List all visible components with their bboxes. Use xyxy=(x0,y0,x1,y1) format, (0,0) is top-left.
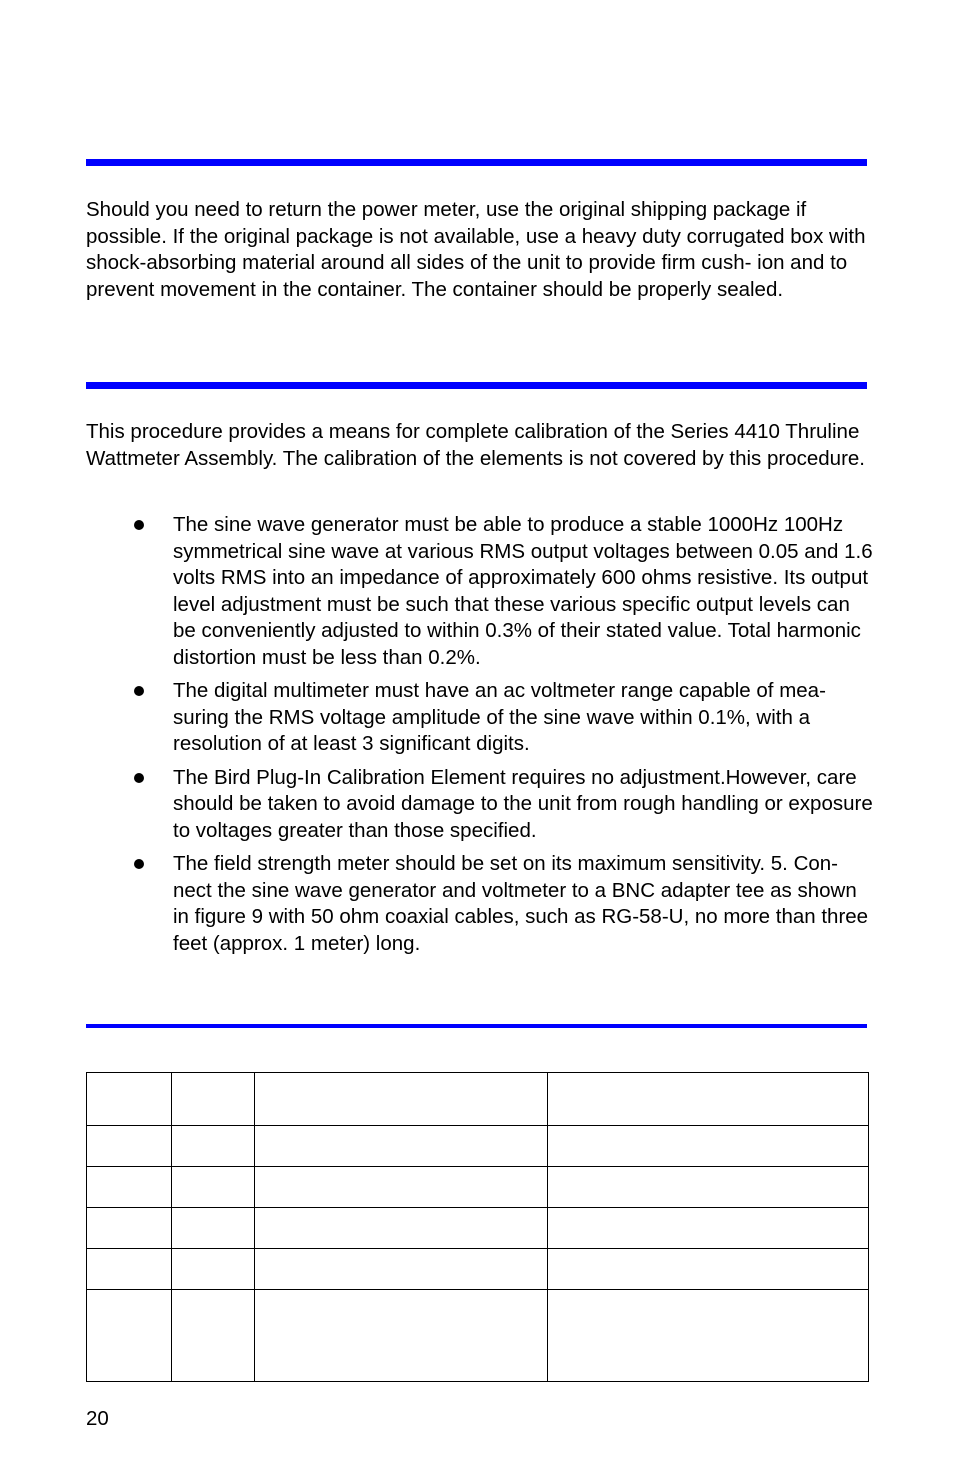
table-row xyxy=(87,1290,869,1382)
list-item-text: The Bird Plug-In Calibration Element requires no adjustment.However, care should be taken to avoid damage to the unit from rough handling or exposure to voltages greater than those specified. xyxy=(173,765,873,842)
bullet-icon xyxy=(134,859,144,869)
table-cell xyxy=(87,1126,172,1167)
table-cell xyxy=(255,1249,548,1290)
section-divider-1 xyxy=(86,159,867,166)
table-row xyxy=(87,1249,869,1290)
list-item-text: The digital multimeter must have an ac voltmeter range capable of mea- suring the RMS voltage amplitude of the sine wave within 0.1%, with a resolution of at least 3 significant digits. xyxy=(173,679,826,755)
calibration-intro-paragraph: This procedure provides a means for complete calibration of the Series 4410 Thruline Wattmeter Assembly. The calibration of the elements is not covered by this procedure. xyxy=(86,420,865,470)
list-item xyxy=(128,678,873,758)
table-cell xyxy=(172,1249,255,1290)
table-cell xyxy=(548,1208,869,1249)
page-number: 20 xyxy=(86,1407,109,1430)
list-item xyxy=(128,512,873,671)
list-item-text: The field strength meter should be set on its maximum sensitivity. 5. Con- nect the sine wave generator and voltmeter to a BNC adapter tee as shown in figure 9 with 50 ohm coaxial cables, such as RG-58-U, no more than three feet (approx. 1 meter) long. xyxy=(173,852,869,955)
table-cell xyxy=(548,1290,869,1382)
table-cell xyxy=(172,1167,255,1208)
table-cell xyxy=(255,1290,548,1382)
list-item xyxy=(128,851,873,957)
table-cell xyxy=(172,1073,255,1126)
equipment-requirements-list xyxy=(128,512,873,964)
table-cell xyxy=(87,1290,172,1382)
table-row xyxy=(87,1208,869,1249)
section-divider-2 xyxy=(86,382,867,389)
bullet-icon xyxy=(134,520,144,530)
table-cell xyxy=(87,1167,172,1208)
shipping-paragraph: Should you need to return the power meter, use the original shipping package if possible. If the original package is not available, use a heavy duty corrugated box with shock-absorbing material around all sides of the unit to provide firm cush- ion and to prevent movement in the container. The container should be properly sealed. xyxy=(86,198,866,301)
section-divider-3 xyxy=(86,1024,867,1028)
table-cell xyxy=(548,1167,869,1208)
bullet-icon xyxy=(134,773,144,783)
table-cell xyxy=(172,1126,255,1167)
table-row xyxy=(87,1126,869,1167)
table-cell xyxy=(548,1126,869,1167)
table-cell xyxy=(548,1249,869,1290)
bullet-icon xyxy=(134,686,144,696)
table-cell xyxy=(87,1208,172,1249)
table-cell xyxy=(87,1249,172,1290)
table-cell xyxy=(255,1126,548,1167)
calibration-table xyxy=(86,1072,869,1382)
table-cell xyxy=(255,1208,548,1249)
list-item-text: The sine wave generator must be able to produce a stable 1000Hz 100Hz symmetrical sine wave at various RMS output voltages between 0.05 and 1.6 volts RMS into an impedance of approximately 600 ohms resistive. Its output level adjustment must be such that these various specific output levels can be conveniently adjusted to within 0.3% of their stated value. Total harmonic distortion must be less than 0.2%. xyxy=(173,513,873,669)
table-cell xyxy=(255,1167,548,1208)
table-cell xyxy=(172,1208,255,1249)
table-row xyxy=(87,1167,869,1208)
table-cell xyxy=(255,1073,548,1126)
table-cell xyxy=(548,1073,869,1126)
table-cell xyxy=(87,1073,172,1126)
table-header-row xyxy=(87,1073,869,1126)
list-item xyxy=(128,765,873,845)
table-cell xyxy=(172,1290,255,1382)
